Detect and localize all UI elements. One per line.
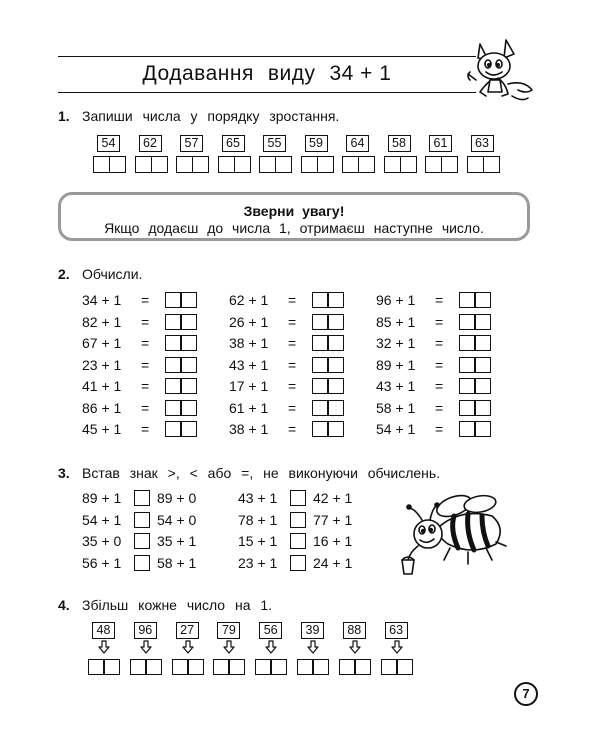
equals-sign: = — [141, 313, 150, 330]
task-1-number-box: 64 — [346, 135, 369, 152]
answer-cell[interactable] — [213, 659, 229, 675]
task-2-expression: 61 + 1 — [229, 399, 269, 416]
answer-cell[interactable] — [475, 335, 491, 351]
answer-cell[interactable] — [297, 659, 313, 675]
answer-cell[interactable] — [328, 400, 344, 416]
answer-cell[interactable] — [165, 314, 181, 330]
answer-cell[interactable] — [172, 659, 188, 675]
down-arrow-icon — [181, 640, 195, 654]
answer-cell[interactable] — [328, 292, 344, 308]
compare-sign-box[interactable] — [134, 512, 150, 528]
answer-cell[interactable] — [165, 378, 181, 394]
answer-cell[interactable] — [181, 378, 197, 394]
task-4-number-box: 88 — [343, 622, 366, 639]
task-2-expression: 96 + 1 — [376, 292, 416, 308]
answer-cell[interactable] — [312, 314, 328, 330]
task-3-left-expression: 89 + 1 — [82, 490, 122, 506]
down-arrow-icon — [222, 640, 236, 654]
answer-cell[interactable] — [400, 156, 417, 173]
answer-cell[interactable] — [88, 659, 104, 675]
answer-cell[interactable] — [483, 156, 500, 173]
attention-title: Зверни увагу! — [243, 203, 345, 219]
header-rule-top — [58, 56, 476, 57]
compare-sign-box[interactable] — [134, 490, 150, 506]
task-2-expression: 17 + 1 — [229, 378, 269, 394]
down-arrow-icon — [348, 640, 362, 654]
answer-cell[interactable] — [312, 378, 328, 394]
attention-text: Якщо додаєш до числа 1, отримаєш наступне число. — [104, 220, 484, 236]
task-2-expression: 62 + 1 — [229, 292, 269, 308]
task-2-expression: 54 + 1 — [376, 421, 416, 437]
answer-cell[interactable] — [313, 659, 329, 675]
task-4-instruction: Збільш кожне число на 1. — [82, 597, 273, 613]
compare-sign-box[interactable] — [290, 533, 306, 549]
task-3-left-expression: 23 + 1 — [238, 554, 278, 571]
answer-cell[interactable] — [459, 314, 475, 330]
answer-cell[interactable] — [181, 400, 197, 416]
task-2-expression: 38 + 1 — [229, 335, 269, 351]
task-2-expression: 38 + 1 — [229, 421, 269, 437]
answer-cell[interactable] — [475, 292, 491, 308]
answer-cell[interactable] — [459, 292, 475, 308]
equals-sign: = — [288, 292, 297, 308]
task-3-right-expression: 16 + 1 — [313, 533, 353, 549]
answer-cell[interactable] — [475, 314, 491, 330]
task-1-number-box: 65 — [222, 135, 245, 152]
compare-sign-box[interactable] — [290, 512, 306, 528]
task-1-instruction: Запиши числа у порядку зростання. — [82, 108, 340, 124]
answer-cell[interactable] — [459, 357, 475, 373]
equals-sign: = — [288, 313, 297, 330]
task-3-left-expression: 54 + 1 — [82, 511, 122, 528]
answer-cell[interactable] — [312, 292, 328, 308]
task-4-number-box: 63 — [385, 622, 408, 639]
task-4-number-box: 79 — [217, 622, 240, 639]
answer-cell[interactable] — [259, 156, 276, 173]
task-2-expression: 67 + 1 — [82, 335, 122, 351]
answer-cell[interactable] — [459, 335, 475, 351]
equals-sign: = — [288, 421, 297, 437]
answer-cell[interactable] — [312, 421, 328, 437]
equals-sign: = — [141, 356, 150, 373]
answer-cell[interactable] — [328, 421, 344, 437]
answer-cell[interactable] — [130, 659, 146, 675]
equals-sign: = — [288, 378, 297, 394]
equals-sign: = — [435, 335, 444, 351]
answer-cell[interactable] — [165, 357, 181, 373]
task-2-expression: 86 + 1 — [82, 399, 122, 416]
answer-cell[interactable] — [192, 156, 209, 173]
down-arrow-icon — [306, 640, 320, 654]
task-2-expression: 23 + 1 — [82, 356, 122, 373]
task-1-number-box: 63 — [471, 135, 494, 152]
task-1-number-box: 54 — [97, 135, 120, 152]
answer-cell[interactable] — [425, 156, 442, 173]
task-2-expression: 26 + 1 — [229, 313, 269, 330]
equals-sign: = — [435, 378, 444, 394]
title-word-2: виду — [267, 62, 316, 85]
task-4-number-box: 56 — [259, 622, 282, 639]
page-number: 7 — [514, 682, 538, 706]
answer-cell[interactable] — [181, 421, 197, 437]
task-2-expression: 41 + 1 — [82, 378, 122, 394]
answer-cell[interactable] — [255, 659, 271, 675]
down-arrow-icon — [264, 640, 278, 654]
task-1-number-box: 62 — [139, 135, 162, 152]
answer-cell[interactable] — [218, 156, 235, 173]
answer-cell[interactable] — [151, 156, 168, 173]
answer-cell[interactable] — [342, 156, 359, 173]
task-3-right-expression: 42 + 1 — [313, 490, 353, 506]
task-2-expression: 89 + 1 — [376, 356, 416, 373]
task-2-expression: 43 + 1 — [376, 378, 416, 394]
task-3-left-expression: 43 + 1 — [238, 490, 278, 506]
task-3-left-expression: 78 + 1 — [238, 511, 278, 528]
task-1-number-box: 55 — [263, 135, 286, 152]
task-4-number-box: 39 — [301, 622, 324, 639]
answer-cell[interactable] — [459, 378, 475, 394]
answer-cell[interactable] — [275, 156, 292, 173]
equals-sign: = — [288, 356, 297, 373]
task-3-left-expression: 35 + 0 — [82, 533, 122, 549]
task-2-expression: 45 + 1 — [82, 421, 122, 437]
task-1-number-box: 61 — [429, 135, 452, 152]
answer-cell[interactable] — [165, 335, 181, 351]
answer-cell[interactable] — [328, 314, 344, 330]
equals-sign: = — [288, 335, 297, 351]
task-3-right-expression: 24 + 1 — [313, 554, 353, 571]
answer-cell[interactable] — [181, 335, 197, 351]
task-2-expression: 34 + 1 — [82, 292, 122, 308]
equals-sign: = — [288, 399, 297, 416]
task-1-number-box: 58 — [388, 135, 411, 152]
answer-cell[interactable] — [146, 659, 162, 675]
bee-icon — [388, 482, 514, 582]
task-3-right-expression: 58 + 1 — [157, 554, 197, 571]
equals-sign: = — [435, 356, 444, 373]
down-arrow-icon — [139, 640, 153, 654]
answer-cell[interactable] — [317, 156, 334, 173]
answer-cell[interactable] — [328, 335, 344, 351]
answer-cell[interactable] — [328, 357, 344, 373]
equals-sign: = — [141, 378, 150, 394]
answer-cell[interactable] — [234, 156, 251, 173]
equals-sign: = — [435, 421, 444, 437]
equals-sign: = — [141, 399, 150, 416]
answer-cell[interactable] — [441, 156, 458, 173]
equals-sign: = — [141, 292, 150, 308]
answer-cell[interactable] — [475, 421, 491, 437]
answer-cell[interactable] — [165, 421, 181, 437]
down-arrow-icon — [97, 640, 111, 654]
answer-cell[interactable] — [165, 400, 181, 416]
answer-cell[interactable] — [271, 659, 287, 675]
task-2-expression: 58 + 1 — [376, 399, 416, 416]
answer-cell[interactable] — [93, 156, 110, 173]
cartoon-cat-icon — [462, 34, 538, 108]
title-word-3: 34 + 1 — [329, 62, 392, 85]
task-3-right-expression: 89 + 0 — [157, 490, 197, 506]
task-3-left-expression: 15 + 1 — [238, 533, 278, 549]
answer-cell[interactable] — [384, 156, 401, 173]
answer-cell[interactable] — [176, 156, 193, 173]
task-1-number: 1. — [58, 108, 70, 124]
answer-cell[interactable] — [181, 357, 197, 373]
equals-sign: = — [435, 399, 444, 416]
answer-cell[interactable] — [165, 292, 181, 308]
answer-cell[interactable] — [339, 659, 355, 675]
answer-cell[interactable] — [312, 357, 328, 373]
compare-sign-box[interactable] — [134, 555, 150, 571]
answer-cell[interactable] — [104, 659, 120, 675]
task-2-expression: 43 + 1 — [229, 356, 269, 373]
header-rule-bottom — [58, 92, 476, 93]
task-4-number: 4. — [58, 597, 70, 613]
answer-cell[interactable] — [181, 314, 197, 330]
compare-sign-box[interactable] — [134, 533, 150, 549]
equals-sign: = — [141, 335, 150, 351]
task-3-left-expression: 56 + 1 — [82, 554, 122, 571]
title-word-1: Додавання — [142, 62, 254, 85]
task-3-right-expression: 77 + 1 — [313, 511, 353, 528]
task-1-number-box: 57 — [180, 135, 203, 152]
answer-cell[interactable] — [301, 156, 318, 173]
task-2-expression: 82 + 1 — [82, 313, 122, 330]
equals-sign: = — [141, 421, 150, 437]
task-4-number-box: 27 — [176, 622, 199, 639]
answer-cell[interactable] — [475, 378, 491, 394]
answer-cell[interactable] — [328, 378, 344, 394]
answer-cell[interactable] — [381, 659, 397, 675]
task-3-instruction: Встав знак >, < або =, не виконуючи обчислень. — [82, 465, 441, 481]
task-4-number-box: 48 — [92, 622, 115, 639]
answer-cell[interactable] — [459, 421, 475, 437]
answer-cell[interactable] — [355, 659, 371, 675]
compare-sign-box[interactable] — [290, 490, 306, 506]
attention-box — [58, 192, 530, 241]
answer-cell[interactable] — [181, 292, 197, 308]
answer-cell[interactable] — [475, 357, 491, 373]
equals-sign: = — [435, 292, 444, 308]
task-1-number-box: 59 — [305, 135, 328, 152]
equals-sign: = — [435, 313, 444, 330]
answer-cell[interactable] — [467, 156, 484, 173]
answer-cell[interactable] — [109, 156, 126, 173]
answer-cell[interactable] — [475, 400, 491, 416]
answer-cell[interactable] — [397, 659, 413, 675]
task-2-expression: 32 + 1 — [376, 335, 416, 351]
answer-cell[interactable] — [229, 659, 245, 675]
task-2-expression: 85 + 1 — [376, 313, 416, 330]
answer-cell[interactable] — [312, 335, 328, 351]
answer-cell[interactable] — [358, 156, 375, 173]
task-3-number: 3. — [58, 465, 70, 481]
compare-sign-box[interactable] — [290, 555, 306, 571]
answer-cell[interactable] — [135, 156, 152, 173]
task-3-right-expression: 35 + 1 — [157, 533, 197, 549]
down-arrow-icon — [390, 640, 404, 654]
page-title — [58, 62, 476, 86]
task-2-instruction: Обчисли. — [82, 266, 143, 282]
answer-cell[interactable] — [188, 659, 204, 675]
task-3-right-expression: 54 + 0 — [157, 511, 197, 528]
task-2-number: 2. — [58, 266, 70, 282]
answer-cell[interactable] — [459, 400, 475, 416]
task-4-number-box: 96 — [134, 622, 157, 639]
answer-cell[interactable] — [312, 400, 328, 416]
